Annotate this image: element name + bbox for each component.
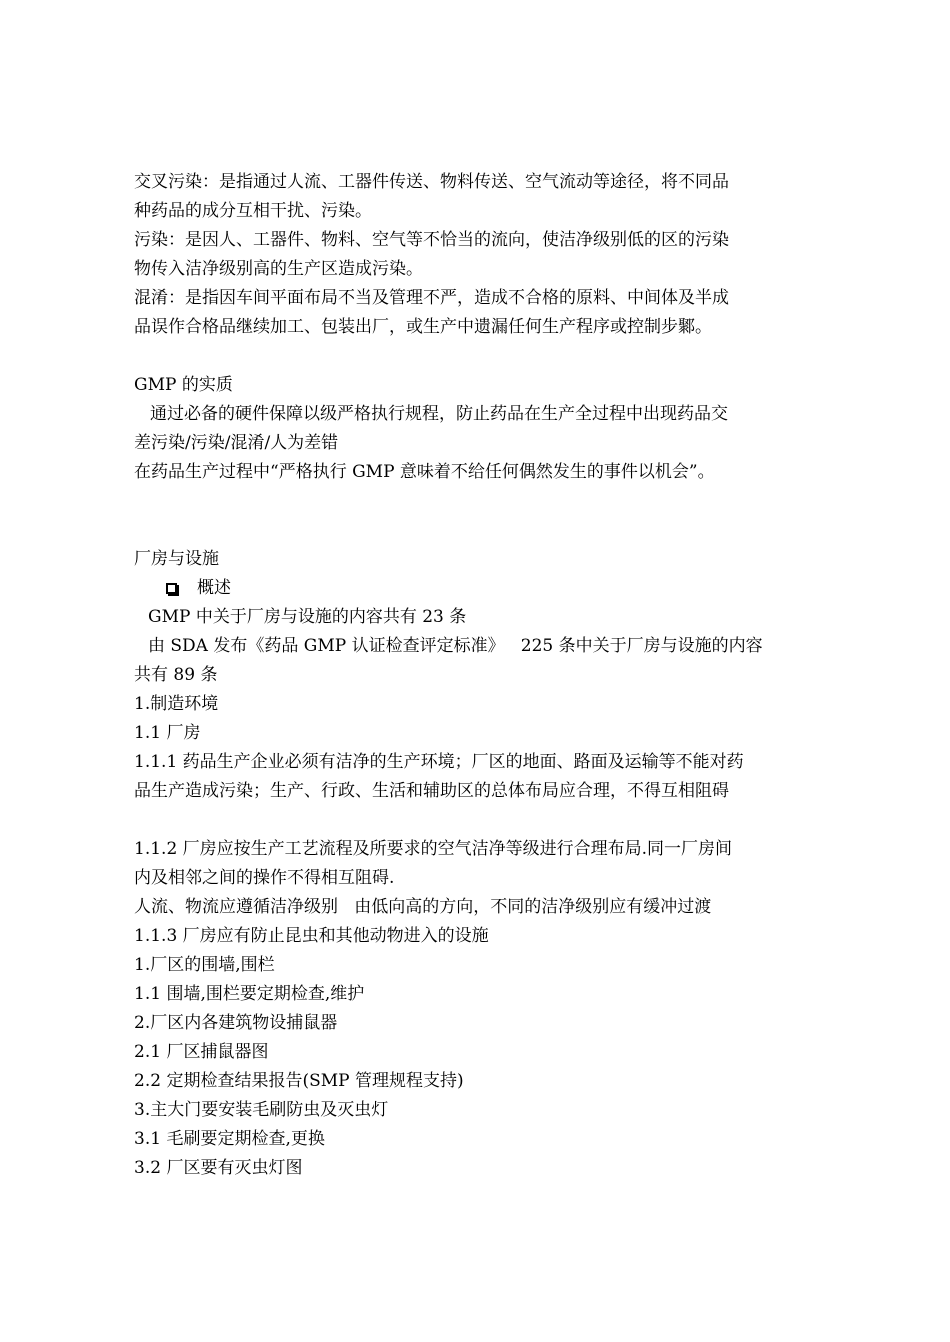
definition-mixup-line-1: 混淆：是指因车间平面布局不当及管理不严，造成不合格的原料、中间体及半成 [134, 288, 729, 308]
spacer [134, 487, 824, 545]
gmp-essence-line-3: 在药品生产过程中“严格执行 GMP 意味着不给任何偶然发生的事件以机会”。 [134, 462, 715, 482]
section-1-1-heading: 1.1 厂房 [134, 723, 201, 743]
list-item-3-2: 3.2 厂区要有灭虫灯图 [134, 1158, 303, 1178]
section-1-1-2-line-1: 1.1.2 厂房应按生产工艺流程及所要求的空气洁净等级进行合理布局.同一厂房间 [134, 839, 733, 859]
list-item-2: 2.厂区内各建筑物设捕鼠器 [134, 1013, 338, 1033]
sda-standard-line-2: 共有 89 条 [134, 665, 218, 685]
gmp-23-items-line: GMP 中关于厂房与设施的内容共有 23 条 [148, 607, 467, 627]
facility-heading: 厂房与设施 [134, 549, 219, 569]
section-1-heading: 1.制造环境 [134, 694, 219, 714]
definition-contamination-line-2: 物传入洁净级别高的生产区造成污染。 [134, 259, 423, 279]
list-item-1: 1.厂区的围墙,围栏 [134, 955, 275, 975]
list-item-3-1: 3.1 毛刷要定期检查,更换 [134, 1129, 325, 1149]
gmp-essence-heading: GMP 的实质 [134, 375, 233, 395]
overview-label: 概述 [197, 578, 231, 598]
definition-mixup-line-2: 品误作合格品继续加工、包装出厂，或生产中遗漏任何生产程序或控制步鄹。 [134, 317, 712, 337]
overview-bullet [134, 574, 824, 603]
sda-standard-line-1: 由 SDA 发布《药品 GMP 认证检查评定标准》 225 条中关于厂房与设施的内容 [148, 636, 763, 656]
definition-contamination-line-1: 污染：是因人、工器件、物料、空气等不恰当的流向，使洁净级别低的区的污染 [134, 230, 729, 250]
list-item-2-2: 2.2 定期检查结果报告(SMP 管理规程支持) [134, 1071, 464, 1091]
spacer [134, 806, 824, 835]
section-1-1-2-line-2: 内及相邻之间的操作不得相互阻碍. [134, 868, 395, 888]
section-1-1-1-line-1: 1.1.1 药品生产企业必须有洁净的生产环境；厂区的地面、路面及运输等不能对药 [134, 752, 744, 772]
list-item-2-1: 2.1 厂区捕鼠器图 [134, 1042, 269, 1062]
gmp-essence-line-1: 通过必备的硬件保障以级严格执行规程，防止药品在生产全过程中出现药品交 [150, 404, 728, 424]
document-body [134, 168, 824, 1183]
section-1-1-1-line-2: 品生产造成污染；生产、行政、生活和辅助区的总体布局应合理，不得互相阻碍 [134, 781, 729, 801]
definition-cross-contamination-line-2: 种药品的成分互相干扰、污染。 [134, 201, 372, 221]
section-1-1-3-line: 1.1.3 厂房应有防止昆虫和其他动物进入的设施 [134, 926, 489, 946]
flow-rule-line: 人流、物流应遵循洁净级别 由低向高的方向，不同的洁净级别应有缓冲过渡 [134, 897, 712, 917]
gmp-essence-line-2: 差污染/污染/混淆/人为差错 [134, 433, 339, 453]
list-item-1-1: 1.1 围墙,围栏要定期检查,维护 [134, 984, 365, 1004]
checkbox-square-icon [166, 583, 177, 594]
definition-cross-contamination-line-1: 交叉污染：是指通过人流、工器件传送、物料传送、空气流动等途径，将不同品 [134, 172, 729, 192]
list-item-3: 3.主大门要安装毛刷防虫及灭虫灯 [134, 1100, 389, 1120]
spacer [134, 342, 824, 371]
